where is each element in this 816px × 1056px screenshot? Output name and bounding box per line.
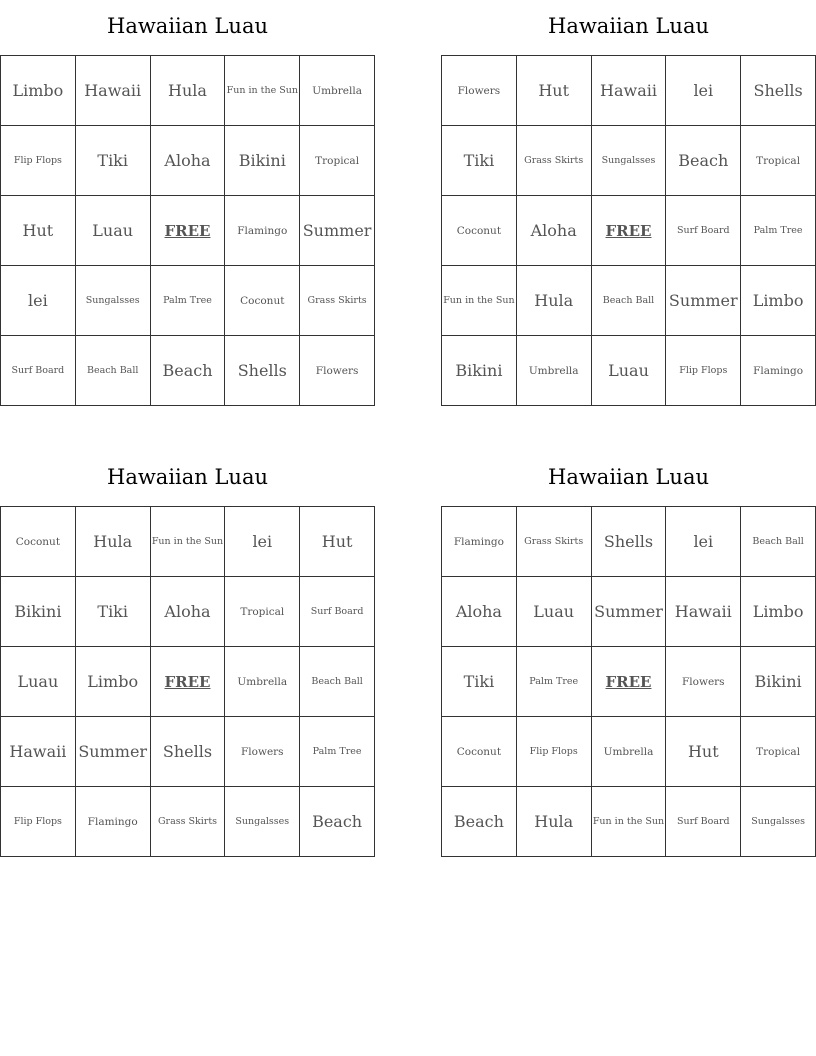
bingo-cell: lei [225,507,300,577]
bingo-cell: Umbrella [300,56,375,126]
bingo-cell: lei [1,266,76,336]
bingo-cell: Summer [300,196,375,266]
bingo-cell: Palm Tree [300,717,375,787]
bingo-cell: Sungalsses [225,787,300,857]
bingo-cell: Hut [300,507,375,577]
bingo-cell: Sungalsses [741,787,816,857]
bingo-grid [0,55,375,406]
bingo-cell: Flip Flops [1,787,76,857]
bingo-grid [441,506,816,857]
bingo-cell: Hawaii [76,56,151,126]
bingo-cell: Bikini [442,336,517,406]
card-title: Hawaiian Luau [107,14,268,38]
bingo-cell: Palm Tree [151,266,226,336]
bingo-cell: Flowers [442,56,517,126]
bingo-cell: Hula [151,56,226,126]
bingo-cell: Umbrella [517,336,592,406]
bingo-cell: Tiki [442,647,517,717]
bingo-cell: Luau [517,577,592,647]
bingo-cell: Beach [300,787,375,857]
bingo-cell: Fun in the Sun [151,507,226,577]
bingo-cell: Flowers [300,336,375,406]
bingo-cell: Sungalsses [592,126,667,196]
bingo-cell: Palm Tree [741,196,816,266]
bingo-cell: Flamingo [442,507,517,577]
bingo-cell: Tropical [300,126,375,196]
bingo-cell: Tiki [76,126,151,196]
bingo-grid [441,55,816,406]
bingo-cell: Palm Tree [517,647,592,717]
bingo-cell: lei [666,507,741,577]
bingo-cell: Flowers [666,647,741,717]
bingo-cell: Coconut [225,266,300,336]
bingo-cell: Beach [151,336,226,406]
bingo-cell: Hawaii [666,577,741,647]
bingo-cell: Hut [517,56,592,126]
bingo-cell: Limbo [741,577,816,647]
bingo-cell: Coconut [442,717,517,787]
bingo-cell: Hula [76,507,151,577]
bingo-cell: Fun in the Sun [592,787,667,857]
bingo-cell: Bikini [1,577,76,647]
bingo-cell: Sungalsses [76,266,151,336]
bingo-cell: Luau [76,196,151,266]
bingo-grid [0,506,375,857]
bingo-cell: Summer [666,266,741,336]
bingo-cell: Hut [666,717,741,787]
card-title: Hawaiian Luau [548,465,709,489]
free-space-cell: FREE [592,196,667,266]
bingo-cell: Fun in the Sun [225,56,300,126]
bingo-cell: Beach Ball [76,336,151,406]
bingo-cell: Limbo [741,266,816,336]
bingo-cell: Shells [225,336,300,406]
bingo-cell: Coconut [1,507,76,577]
bingo-cell: Aloha [517,196,592,266]
bingo-cell: Shells [741,56,816,126]
bingo-cell: Flip Flops [517,717,592,787]
bingo-cell: Beach Ball [592,266,667,336]
bingo-cell: Hula [517,266,592,336]
bingo-cell: Umbrella [592,717,667,787]
bingo-cell: Limbo [76,647,151,717]
bingo-cell: Grass Skirts [517,126,592,196]
bingo-cell: Hula [517,787,592,857]
bingo-cell: Flamingo [225,196,300,266]
card-title: Hawaiian Luau [548,14,709,38]
bingo-cell: Flip Flops [666,336,741,406]
bingo-cell: Hawaii [592,56,667,126]
bingo-cell: Shells [592,507,667,577]
bingo-cell: Beach Ball [300,647,375,717]
bingo-cell: Luau [592,336,667,406]
bingo-cell: Summer [76,717,151,787]
bingo-cell: Tiki [76,577,151,647]
free-space-cell: FREE [151,647,226,717]
bingo-cell: Hawaii [1,717,76,787]
bingo-cell: lei [666,56,741,126]
bingo-cell: Surf Board [300,577,375,647]
bingo-cell: Tropical [741,126,816,196]
bingo-cell: Limbo [1,56,76,126]
bingo-cell: Grass Skirts [151,787,226,857]
bingo-cell: Aloha [442,577,517,647]
bingo-cell: Flowers [225,717,300,787]
free-space-cell: FREE [592,647,667,717]
bingo-cell: Surf Board [666,196,741,266]
bingo-cell: Flamingo [76,787,151,857]
bingo-cell: Aloha [151,577,226,647]
bingo-cell: Summer [592,577,667,647]
bingo-cell: Beach [666,126,741,196]
bingo-cell: Tropical [225,577,300,647]
bingo-cell: Beach [442,787,517,857]
bingo-cell: Coconut [442,196,517,266]
bingo-cell: Tropical [741,717,816,787]
card-title: Hawaiian Luau [107,465,268,489]
bingo-cell: Flamingo [741,336,816,406]
bingo-cell: Surf Board [666,787,741,857]
bingo-cell: Tiki [442,126,517,196]
bingo-cell: Aloha [151,126,226,196]
bingo-cell: Bikini [741,647,816,717]
bingo-cell: Luau [1,647,76,717]
free-space-cell: FREE [151,196,226,266]
bingo-cell: Grass Skirts [300,266,375,336]
bingo-cell: Umbrella [225,647,300,717]
bingo-cell: Fun in the Sun [442,266,517,336]
bingo-cell: Shells [151,717,226,787]
bingo-cell: Flip Flops [1,126,76,196]
bingo-cell: Hut [1,196,76,266]
bingo-cell: Beach Ball [741,507,816,577]
bingo-cell: Grass Skirts [517,507,592,577]
bingo-cell: Surf Board [1,336,76,406]
bingo-cell: Bikini [225,126,300,196]
